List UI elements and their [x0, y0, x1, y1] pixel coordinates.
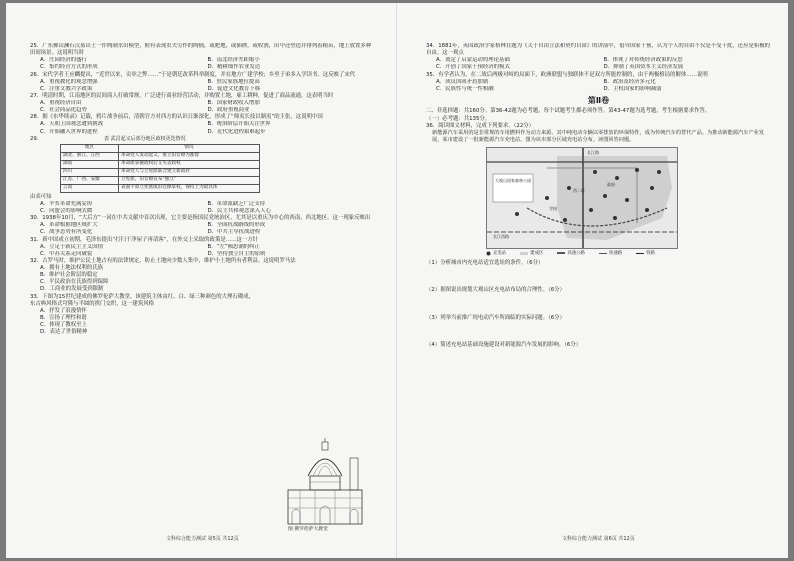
- option: C．开创了国家干预经济的模式: [436, 64, 510, 71]
- map-label: 学校: [549, 205, 557, 211]
- option: C．民族性与统一性相融: [436, 85, 494, 92]
- cathedral-illustration: [280, 438, 370, 528]
- q33-options: [30, 308, 375, 337]
- answer-space[interactable]: [426, 322, 771, 342]
- option: B．南北经济差距缩小: [207, 57, 260, 64]
- answer-space[interactable]: [426, 267, 771, 287]
- option: C．体现了教权至上: [40, 322, 87, 328]
- fast-road-swatch: [599, 253, 607, 254]
- option: A．重视教化的观念增强: [40, 78, 98, 85]
- q29-note: 由表可知: [30, 193, 52, 200]
- map-label: 西二环: [573, 187, 585, 193]
- exam-sheet: [6, 3, 788, 558]
- map-legend: [486, 251, 771, 257]
- q26-options: [30, 79, 375, 93]
- charging-station-icon: [486, 251, 491, 256]
- right-page: [426, 43, 771, 533]
- table-cell: 湖北、浙江、江西: [61, 152, 119, 160]
- table-cell: 表面不算立宪派或旧官僚掌权，保持上为最具体: [119, 184, 260, 192]
- q30-options: [30, 222, 375, 236]
- answer-space[interactable]: [426, 295, 771, 315]
- table-cell: 立宪派、旧官僚宣布“独立”: [119, 176, 260, 184]
- table-cell: 江苏、广西、安徽: [61, 176, 119, 184]
- table-row: [61, 152, 260, 160]
- option: D．近代化进程艰难起步: [207, 128, 266, 135]
- q35-stem: 35．有学者认为，在二战后两极对峙的局面下，欧洲联盟与独联体不是双方所能控制的，由于两极格局的解体……说明: [426, 71, 708, 78]
- option: C．同盟会的影响式微: [40, 208, 93, 214]
- table-header: 情况: [119, 144, 260, 152]
- q29-table: [60, 144, 260, 193]
- q25-options: [30, 57, 375, 71]
- option: D．中共主导抗战进程: [207, 229, 261, 236]
- option: A．立足于新民主主义国情: [40, 243, 103, 250]
- q29-table-title: 表 武昌起义后部分地区政权更迭情况: [103, 135, 186, 142]
- q29-options: [30, 201, 375, 215]
- q34-options: [426, 57, 771, 71]
- option: C．战争态势有所变化: [40, 229, 93, 236]
- option: A．成员国间矛盾加剧: [436, 78, 489, 85]
- option: A．抒发了浪漫情怀: [40, 307, 87, 314]
- option: A．革命根据地区域扩大: [40, 222, 98, 229]
- option: D．坚持独立自主的原则: [207, 250, 266, 257]
- option: C．社会商品化趋势: [40, 107, 87, 114]
- q32-stem: 32．古罗马时，维护公民土地占有的法律规定，防止土地向少数人集中，维护小土地所有者利益。这说明罗马法: [30, 257, 296, 264]
- map-label: 长江路: [587, 149, 599, 155]
- option: B．政治及经济多元化: [603, 78, 656, 85]
- option: A．奠定了启蒙运动的理论基础: [436, 57, 510, 64]
- left-footer: 文科综合能力测试 第5页 共12页: [166, 536, 239, 542]
- table-row: [61, 168, 260, 176]
- option: A．重视经济自由: [40, 100, 82, 106]
- q25-stem: 25．广东佛山澜石汉墓出土一件陶制水田模型，附有表现农夫劳作的陶俑，或耙地，或插秧，或收割，田中还塑造并排列着粮苗，地上放置多种田间场景。这说明当时: [30, 43, 372, 57]
- q28-options: [30, 121, 375, 135]
- q35-options: [426, 79, 771, 93]
- option: A．天朝上国观念遭到挑战: [40, 121, 103, 128]
- option: C．集约经营方式的形成: [40, 64, 98, 71]
- option: A．庄园经济的盛行: [40, 57, 87, 64]
- option: B．国家财政收入增加: [207, 100, 260, 106]
- table-cell: 湖南: [61, 160, 119, 168]
- q27-options: [30, 100, 375, 114]
- map-label: 政府: [607, 181, 615, 187]
- railway-swatch: [636, 253, 644, 254]
- right-footer: 文科综合能力测试 第6页 共12页: [562, 536, 635, 542]
- q31-stem: 31．新中国成立初期，毛泽东提出“打扫干净屋子再请客”，在外交上采取的政策是……这一方针: [30, 236, 259, 243]
- option: B．维护社会阶层的稳定: [40, 272, 98, 279]
- q36-sub-2: （2）据图说出规划大观山区充电站布局的合理性。（6分）: [426, 287, 565, 294]
- legend-item: 建成区: [520, 251, 543, 257]
- map-drawing: [487, 148, 677, 248]
- q29-number: 29．: [30, 135, 43, 142]
- option: C．中苏关系走向破裂: [40, 250, 93, 257]
- option: D．工商业的发展受到限制: [40, 286, 104, 293]
- section-title: 第Ⅱ卷: [587, 95, 610, 105]
- option: A．拥有土地法权利的氏族: [40, 265, 103, 271]
- legend-item: 铁路: [636, 251, 655, 257]
- option: D．政府重视商业: [207, 107, 250, 114]
- option: A．辛亥革命充满妥协: [40, 200, 93, 207]
- q36-material: 新能源汽车采用的是非常规的车用燃料作为动力来源。其中纯电动车辆以零排放的环保特性，成为传统汽车的替代产品。为推动新能源汽车产业发展，某市建设了一批新能源汽车充电站。图为该市部分区域充电站分布。读图回答问题。: [432, 129, 765, 143]
- q36-sub-3: （3）列举当前推广纯电动汽车所面临的实际问题。（6分）: [426, 314, 565, 321]
- q27-stem: 27．明清时期，江南地区的民间商人打破常规，广泛进行商业经营活动，并购置土地，雇工耕种，促进了商品流通。这表明当时: [30, 92, 334, 99]
- page-divider: [396, 3, 397, 558]
- charging-station-map: [486, 147, 678, 249]
- option: C．开始融入世界的进程: [40, 128, 98, 135]
- option: D．民主共和观念深入人心: [207, 208, 271, 214]
- table-row: [61, 160, 260, 168]
- built-area-swatch: [520, 252, 528, 255]
- table-header: 地区: [61, 144, 119, 152]
- q33-stem: 33．下图为15世纪建成的佛罗伦萨大教堂，该建筑主体由红、白、绿三种颜色的大理石砌成，东古典风格式穹隆与半圆的拱门交织，这一建筑风格: [30, 293, 254, 307]
- option: B．革命派缺乏广泛支持: [207, 200, 266, 207]
- section-instructions: 二、非选择题：共160分。第36-42题为必考题，每个试题考生都必须作答。第43-47题为选考题，考生根据要求作答。: [426, 108, 711, 115]
- q30-stem: 30．1938年10月，“大后方”一词在中共文献中首次出现，它主要是指国民党统治区，尤其是以重庆为中心的西南、西北地区。这一现象反映出: [30, 215, 371, 222]
- q29-stem: [30, 136, 375, 143]
- table-cell: 革命党人发动起义，推立旧官僚为都督: [119, 152, 260, 160]
- legend-item: 快速路: [599, 251, 622, 257]
- option: C．注重文教兴学政策: [40, 85, 93, 92]
- q31-options: [30, 244, 375, 258]
- option: B．宣扬了理性和谐: [40, 314, 87, 321]
- q36-sub-1: （1）分析城市内充电站适宜选址的条件。（6分）: [426, 260, 544, 267]
- table-row: [61, 176, 260, 184]
- table-row: [61, 184, 260, 192]
- legend-item: 充电站: [486, 251, 506, 257]
- option: B．全面抗战路线的形成: [207, 222, 266, 229]
- option: B．“左”倾思潮的纠正: [207, 243, 260, 250]
- required-label: （一）必考题：共135分。: [426, 115, 491, 122]
- map-label: 大观山国家森林公园: [495, 177, 531, 183]
- expressway-swatch: [557, 252, 565, 254]
- option: D．促进文化教育下移: [207, 85, 261, 92]
- option: D．抑制了英国资本主义经济发展: [603, 64, 684, 71]
- q28-stem: 28．据《东华续录》记载，鸦片战争前后，清朝官方对西方的认识日渐深化，形成了“师夷长技以制夷”的主张，这说明中国: [30, 114, 323, 121]
- option: D．表达了世俗精神: [40, 329, 88, 336]
- option: D．精耕细作农业发达: [207, 64, 261, 71]
- table-cell: 革命派掌握政权后又失去政权: [119, 160, 260, 168]
- legend-item: 高速公路: [557, 251, 585, 257]
- left-page: [30, 43, 375, 533]
- option: C．平民政治在氏族得到保障: [40, 279, 109, 286]
- table-cell: 四川: [61, 168, 119, 176]
- q26-stem: 26．宋代学者王应麟提出，“近世以来，贡举之弊……”于是朝廷改革科举制度，并在地方广建学校；乡里子弟多入学读书。这反映了宋代: [30, 71, 356, 78]
- q32-options: [30, 265, 375, 294]
- q34-stem: 34．1881年，英国政治学家格林在题为《关于自由立法和契约自由》的讲演中，倡导国家干预，认为个人的自由不仅是不受干扰，还应是积极的自由。这一观点: [426, 43, 771, 57]
- q36-sub-4: （4）简述充电站基础设施建设对新能源汽车发展的影响。（6分）: [426, 341, 582, 348]
- table-cell: 云南: [61, 184, 119, 192]
- option: B．庶民家族地位提高: [207, 78, 260, 85]
- table-cell: 革命党人与立宪派联合建立新政府: [119, 168, 260, 176]
- q36-stem: 36．阅读图文材料，完成下列要求。（22分）: [426, 122, 535, 129]
- option: D．主权国家的影响减弱: [603, 85, 662, 92]
- option: B．统治阶层开始关注世界: [207, 121, 271, 128]
- option: B．体现了对传统经济政策的反思: [603, 57, 683, 64]
- cathedral-caption: 图 佛罗伦萨大教堂: [288, 527, 328, 532]
- map-label: 长江西路: [493, 233, 509, 239]
